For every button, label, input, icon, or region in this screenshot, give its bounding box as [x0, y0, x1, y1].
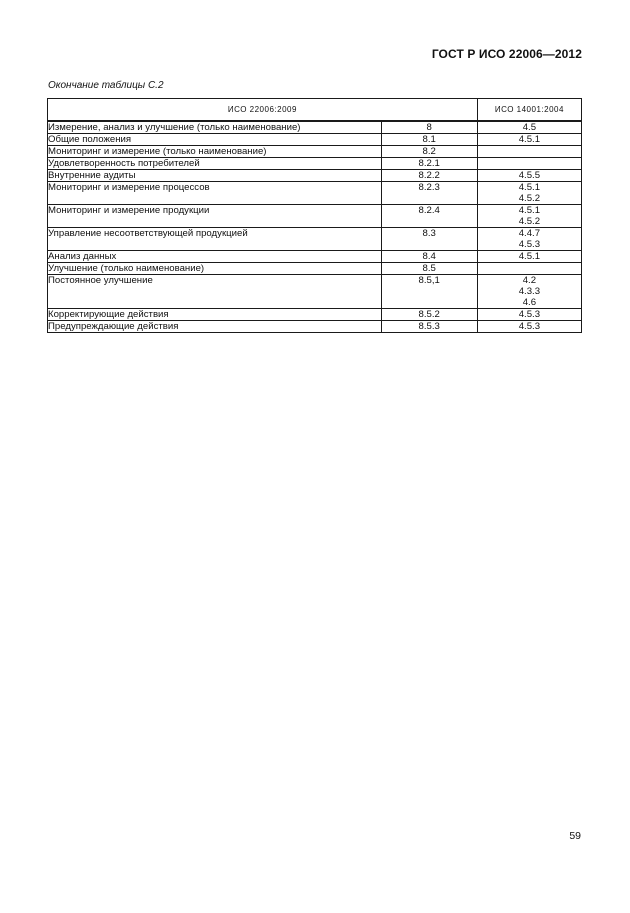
iso22006-clause-cell: 8.2.4: [381, 205, 477, 228]
requirement-name-cell: Мониторинг и измерение процессов: [48, 182, 382, 205]
document-header-code: ГОСТ Р ИСО 22006—2012: [431, 47, 582, 61]
iso22006-clause-cell: 8.4: [381, 251, 477, 263]
iso22006-clause-cell: 8.2.1: [381, 158, 477, 170]
iso22006-clause-cell: 8.5.2: [381, 309, 477, 321]
table-caption: Окончание таблицы С.2: [48, 80, 164, 91]
iso14001-clause: 4.2: [522, 275, 537, 286]
table-body: [48, 121, 582, 333]
iso22006-clause-cell: 8.5,1: [381, 275, 477, 309]
iso14001-clause-cell: [477, 146, 581, 158]
iso14001-clause: 4.5.1: [518, 134, 541, 145]
iso22006-clause-cell: 8.3: [381, 228, 477, 251]
table-row: [48, 228, 582, 251]
iso14001-clause-cell: [477, 170, 581, 182]
column-header-iso14001: ИСО 14001:2004: [477, 99, 581, 122]
requirement-name-cell: Общие положения: [48, 134, 382, 146]
iso22006-clause-cell: 8.2: [381, 146, 477, 158]
requirement-name-cell: Улучшение (только наименование): [48, 263, 382, 275]
table-row: [48, 121, 582, 134]
iso14001-clause: 4.5.3: [518, 321, 541, 332]
page-number: 59: [569, 830, 581, 842]
requirement-name-cell: Измерение, анализ и улучшение (только наименование): [48, 121, 382, 134]
table-row: [48, 275, 582, 309]
iso22006-clause-cell: 8.2.3: [381, 182, 477, 205]
iso22006-clause-cell: 8.5.3: [381, 321, 477, 333]
table-row: [48, 321, 582, 333]
table-row: [48, 205, 582, 228]
iso14001-clause-cell: [477, 121, 581, 134]
iso22006-clause-cell: 8.1: [381, 134, 477, 146]
requirement-name-cell: Предупреждающие действия: [48, 321, 382, 333]
iso14001-clause: 4.5.5: [518, 170, 541, 181]
iso14001-clause: 4.5.3: [518, 239, 541, 250]
table-row: [48, 134, 582, 146]
iso22006-clause-cell: 8: [381, 121, 477, 134]
table-row: [48, 146, 582, 158]
table-row: [48, 158, 582, 170]
iso14001-clause-cell: [477, 182, 581, 205]
table-row: [48, 170, 582, 182]
iso14001-clause-cell: [477, 205, 581, 228]
requirement-name-cell: Внутренние аудиты: [48, 170, 382, 182]
requirement-name-cell: Анализ данных: [48, 251, 382, 263]
iso14001-clause-cell: [477, 251, 581, 263]
table-row: [48, 251, 582, 263]
iso14001-clause: 4.6: [522, 297, 537, 308]
iso14001-clause-cell: [477, 134, 581, 146]
iso14001-clause: 4.5.2: [518, 216, 541, 227]
iso14001-clause-cell: [477, 158, 581, 170]
requirement-name-cell: Удовлетворенность потребителей: [48, 158, 382, 170]
requirement-name-cell: Корректирующие действия: [48, 309, 382, 321]
iso22006-clause-cell: 8.5: [381, 263, 477, 275]
table-row: [48, 309, 582, 321]
correspondence-table: [47, 98, 582, 333]
column-header-iso22006: ИСО 22006:2009: [48, 99, 478, 122]
requirement-name-cell: Мониторинг и измерение (только наименование): [48, 146, 382, 158]
table-row: [48, 182, 582, 205]
requirement-name-cell: Мониторинг и измерение продукции: [48, 205, 382, 228]
iso14001-clause: 4.5.1: [518, 205, 541, 216]
table-header-row: [48, 99, 582, 122]
iso14001-clause-cell: [477, 321, 581, 333]
iso14001-clause: 4.3.3: [518, 286, 541, 297]
iso14001-clause: 4.5.1: [518, 251, 541, 262]
iso22006-clause-cell: 8.2.2: [381, 170, 477, 182]
iso14001-clause: 4.4.7: [518, 228, 541, 239]
iso14001-clause: 4.5.3: [518, 309, 541, 320]
iso14001-clause: 4.5: [522, 122, 537, 133]
iso14001-clause-cell: [477, 309, 581, 321]
iso14001-clause-cell: [477, 228, 581, 251]
table-row: [48, 263, 582, 275]
requirement-name-cell: Постоянное улучшение: [48, 275, 382, 309]
iso14001-clause: 4.5.2: [518, 193, 541, 204]
iso14001-clause-cell: [477, 263, 581, 275]
iso14001-clause-cell: [477, 275, 581, 309]
requirement-name-cell: Управление несоответствующей продукцией: [48, 228, 382, 251]
iso14001-clause: 4.5.1: [518, 182, 541, 193]
